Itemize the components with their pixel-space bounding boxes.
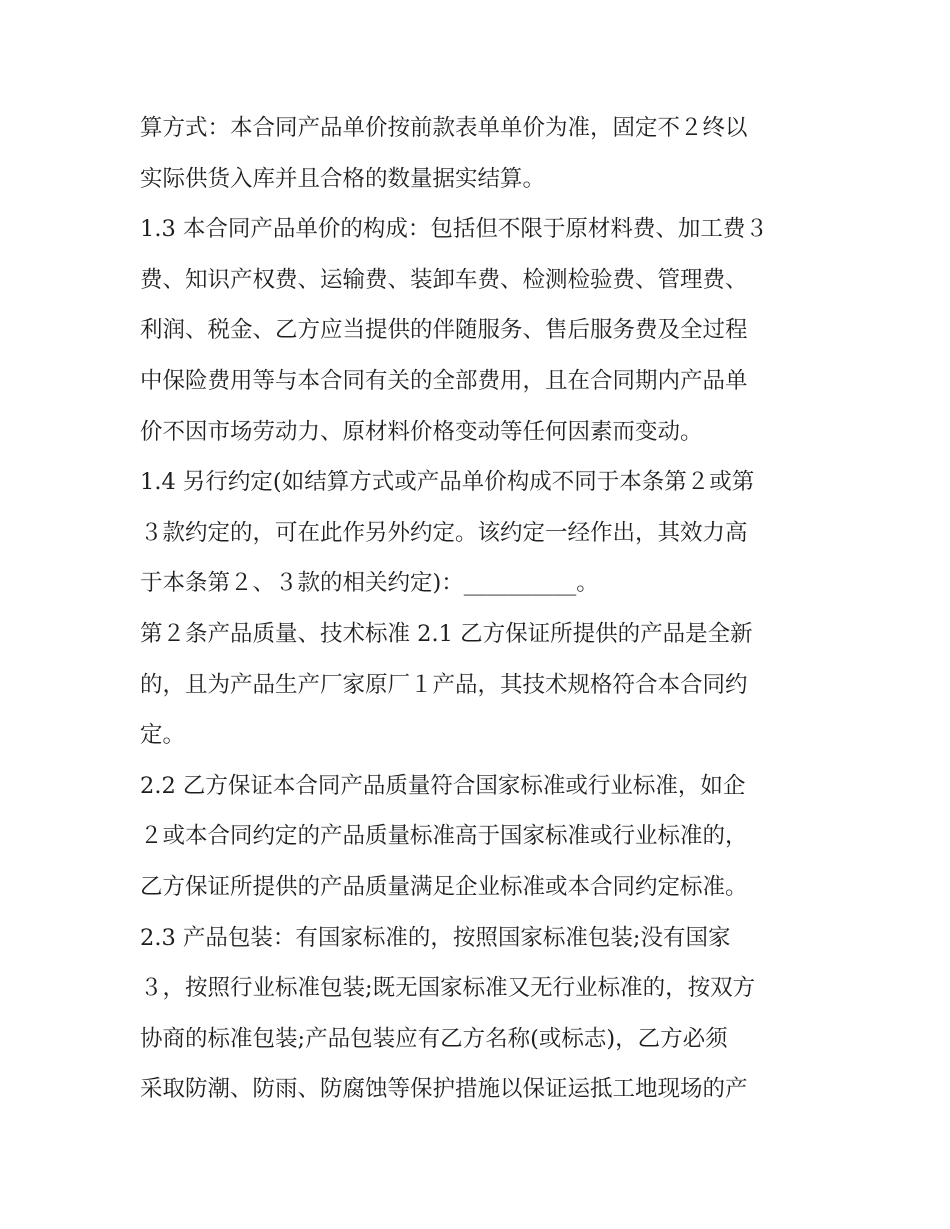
text-line: 利润、税金、乙方应当提供的伴随服务、售后服务费及全过程 bbox=[140, 317, 748, 344]
text-line: 乙方保证所提供的产品质量满足企业标准或本合同约定标准。 bbox=[140, 873, 748, 900]
text-line: 于本条第２、３款的相关约定)：__________。 bbox=[140, 570, 599, 597]
text-line: 采取防潮、防雨、防腐蚀等保护措施以保证运抵工地现场的产 bbox=[140, 1076, 748, 1103]
text-line: 第２条产品质量、技术标准 2.1 乙方保证所提供的产品是全新 bbox=[140, 620, 753, 647]
contract-body-text bbox=[140, 103, 830, 1115]
text-line: 的，且为产品生产厂家原厂１产品，其技术规格符合本合同约 bbox=[140, 671, 748, 698]
text-line: 费、知识产权费、运输费、装卸车费、检测检验费、管理费、 bbox=[140, 266, 748, 293]
text-line: 价不因市场劳动力、原材料价格变动等任何因素而变动。 bbox=[140, 418, 703, 445]
text-line: ３款约定的，可在此作另外约定。该约定一经作出，其效力高 bbox=[140, 519, 748, 546]
text-line: 1.4 另行约定(如结算方式或产品单价构成不同于本条第２或第 bbox=[140, 469, 755, 496]
text-line: 协商的标准包装;产品包装应有乙方名称(或标志)，乙方必须 bbox=[140, 1025, 728, 1052]
text-line: 1.3 本合同产品单价的构成：包括但不限于原材料费、加工费３ bbox=[140, 216, 768, 243]
text-line: 2.3 产品包装：有国家标准的，按照国家标准包装;没有国家 bbox=[140, 924, 731, 951]
text-line: ３，按照行业标准包装;既无国家标准又无行业标准的，按双方 bbox=[140, 975, 756, 1002]
text-line: ２或本合同约定的产品质量标准高于国家标准或行业标准的， bbox=[140, 823, 748, 850]
text-line: 实际供货入库并且合格的数量据实结算。 bbox=[140, 165, 546, 192]
text-line: 2.2 乙方保证本合同产品质量符合国家标准或行业标准，如企 bbox=[140, 772, 746, 799]
text-line: 算方式：本合同产品单价按前款表单单价为准，固定不２终以 bbox=[140, 115, 748, 141]
text-line: 定。 bbox=[140, 722, 186, 749]
text-line: 中保险费用等与本合同有关的全部费用，且在合同期内产品单 bbox=[140, 367, 748, 394]
